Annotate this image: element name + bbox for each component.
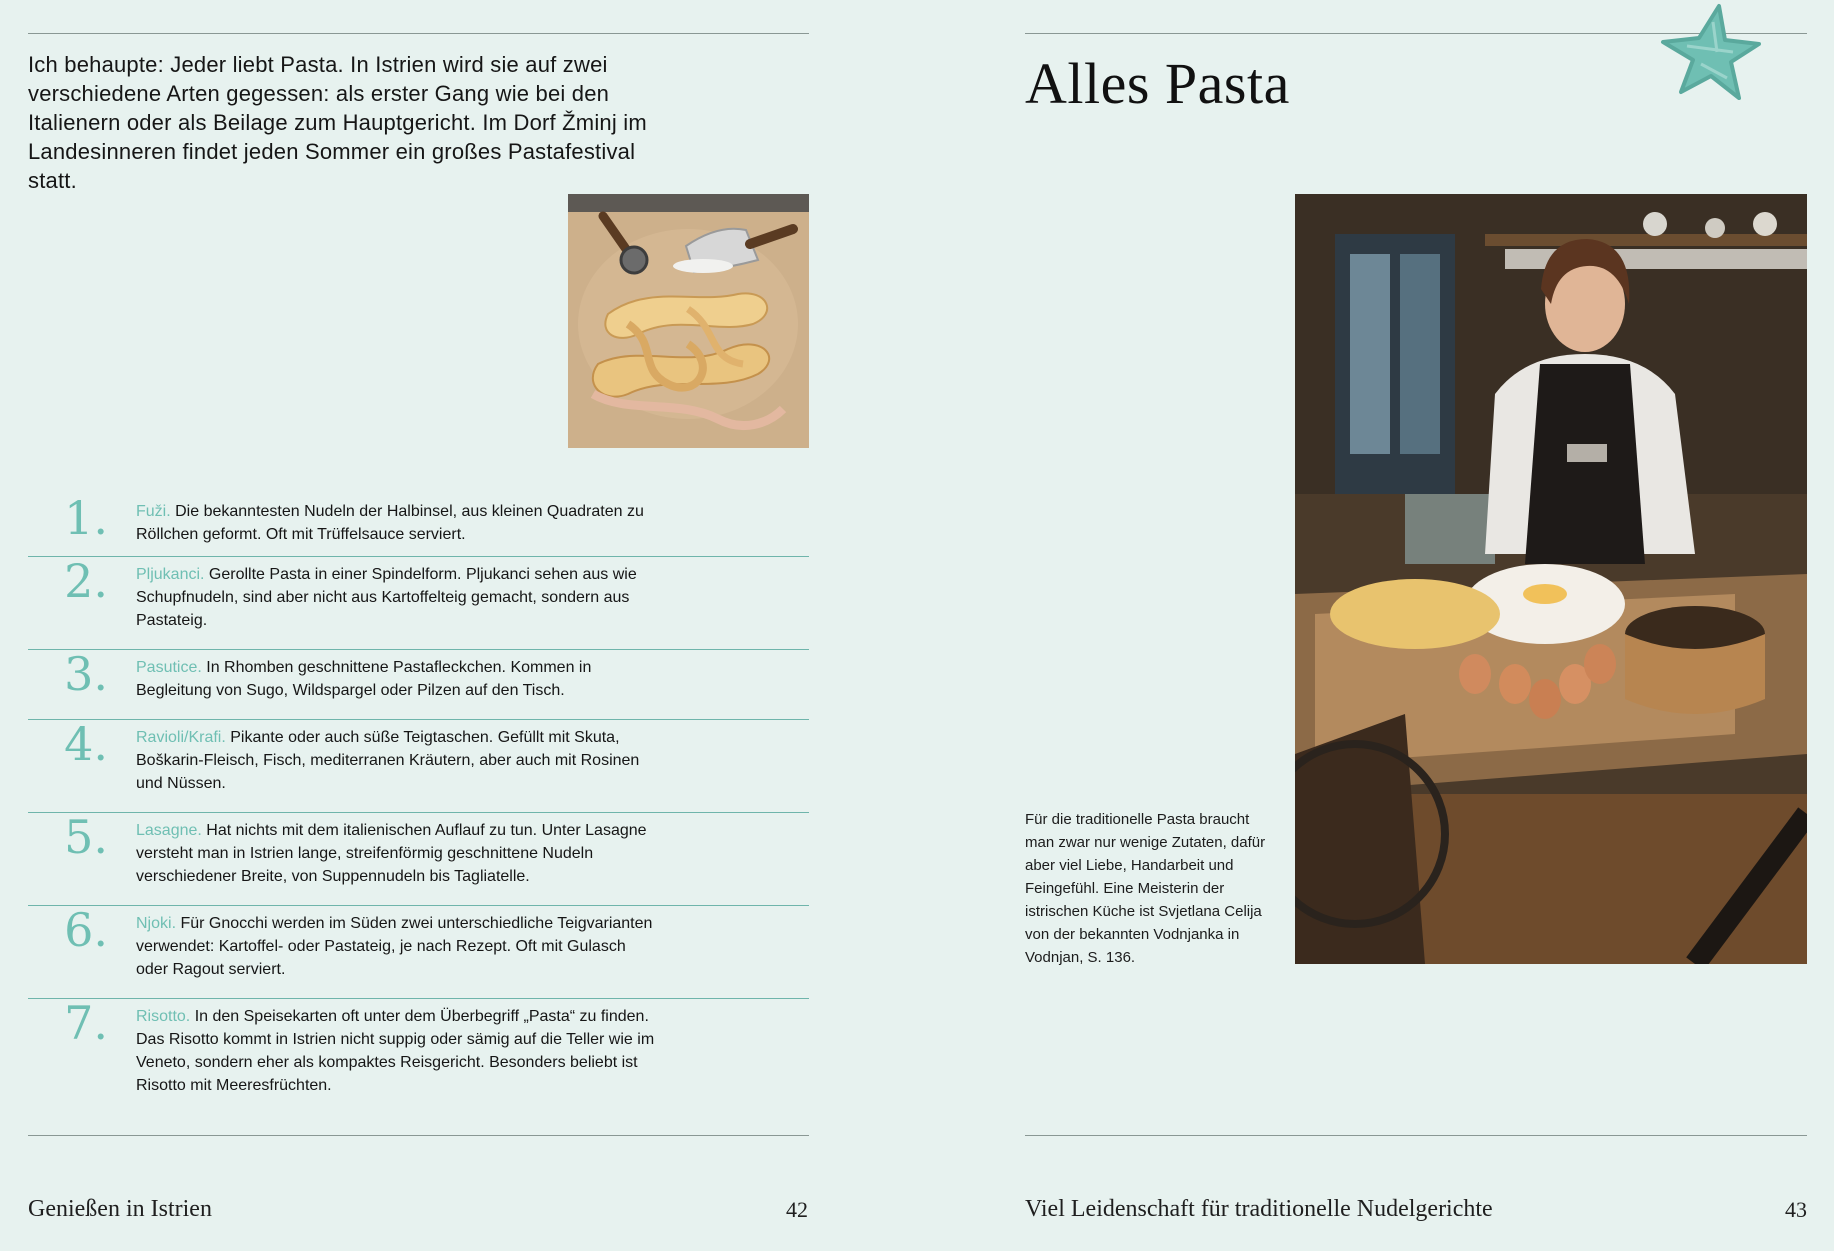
item-number: 3. (64, 647, 108, 701)
item-text (136, 650, 656, 719)
item-name: Lasagne. (136, 822, 202, 839)
list-item (28, 996, 809, 1107)
list-item (28, 491, 809, 557)
list-item (28, 810, 809, 906)
item-description: Hat nichts mit dem italienischen Auflauf zu tun. Unter Lasagne versteht man in Istrien lange, streifenförmig geschnittene Nudeln verschiedener Breite, von Suppennudeln bis Tagliatelle. (136, 822, 647, 885)
item-text (136, 813, 656, 905)
item-name: Ravioli/Krafi. (136, 729, 226, 746)
footer-title-left: Genießen in Istrien (28, 1196, 212, 1222)
item-description: Für Gnocchi werden im Süden zwei unterschiedliche Teigvarianten verwendet: Kartoffel- oder Pastateig, je nach Rezept. Oft mit Gulasch oder Ragout serviert. (136, 915, 653, 978)
item-name: Risotto. (136, 1008, 191, 1025)
item-text (136, 999, 656, 1107)
list-item (28, 647, 809, 720)
item-name: Pljukanci. (136, 566, 205, 583)
list-item (28, 554, 809, 650)
pasta-illustration (568, 194, 809, 448)
item-description: In Rhomben geschnittene Pastafleckchen. Kommen in Begleitung von Sugo, Wildspargel oder Pilzen auf den Tisch. (136, 659, 592, 699)
item-description: In den Speisekarten oft unter dem Überbegriff „Pasta“ zu finden. Das Risotto kommt in Istrien nicht suppig oder sämig auf die Teller wie im Veneto, sondern eher als kompaktes Reisgericht. Besonders beliebt ist Risotto mit Meeresfrüchten. (136, 1008, 655, 1094)
page-headline: Alles Pasta (1025, 51, 1290, 116)
item-text (136, 720, 656, 812)
pasta-types-list (28, 491, 809, 1107)
photo-caption: Für die traditionelle Pasta braucht man zwar nur wenige Zutaten, dafür aber viel Liebe, Handarbeit und Feingefühl. Eine Meisterin der istrischen Küche ist Svjetlana Celija von der bekannten Vodnjanka in Vodnjan, S. 136. (1025, 811, 1266, 966)
item-name: Njoki. (136, 915, 177, 932)
item-description: Pikante oder auch süße Teigtaschen. Gefüllt mit Skuta, Boškarin-Fleisch, Fisch, mediterranen Kräutern, aber auch mit Rosinen und Nüssen. (136, 729, 640, 792)
page-number-right: 43 (1785, 1197, 1807, 1222)
item-number: 1. (64, 491, 108, 545)
kitchen-illustration (1295, 194, 1807, 964)
right-page (917, 0, 1834, 1251)
page-number-left: 42 (786, 1197, 808, 1222)
photo-pasta-maker (1295, 194, 1807, 964)
item-number: 4. (64, 717, 108, 771)
list-item (28, 717, 809, 813)
list-item (28, 903, 809, 999)
item-number: 6. (64, 903, 108, 957)
item-text (136, 494, 656, 556)
item-description: Die bekanntesten Nudeln der Halbinsel, aus kleinen Quadraten zu Röllchen geformt. Oft mit Trüffelsauce serviert. (136, 503, 644, 543)
item-number: 5. (64, 810, 108, 864)
item-name: Fuži. (136, 503, 171, 520)
item-description: Gerollte Pasta in einer Spindelform. Pljukanci sehen aus wie Schupfnudeln, sind aber nicht aus Kartoffelteig gemacht, sondern aus Pastateig. (136, 566, 637, 629)
item-name: Pasutice. (136, 659, 202, 676)
bottom-rule-right (1025, 1135, 1807, 1136)
item-text (136, 557, 656, 649)
item-text (136, 906, 656, 998)
top-rule-left (28, 33, 809, 34)
bottom-rule-left (28, 1135, 809, 1136)
item-number: 2. (64, 554, 108, 608)
item-number: 7. (64, 996, 108, 1050)
hand-drawn-star-icon (1657, 2, 1763, 108)
footer-title-right: Viel Leidenschaft für traditionelle Nudelgerichte (1025, 1196, 1493, 1222)
intro-paragraph: Ich behaupte: Jeder liebt Pasta. In Istrien wird sie auf zwei verschiedene Arten gegessen: als erster Gang wie bei den Italienern oder als Beilage zum Hauptgericht. Im Dorf Žminj im Landesinneren findet jeden Sommer ein großes Pastafestival statt. (28, 52, 647, 193)
photo-fresh-pasta (568, 194, 809, 448)
